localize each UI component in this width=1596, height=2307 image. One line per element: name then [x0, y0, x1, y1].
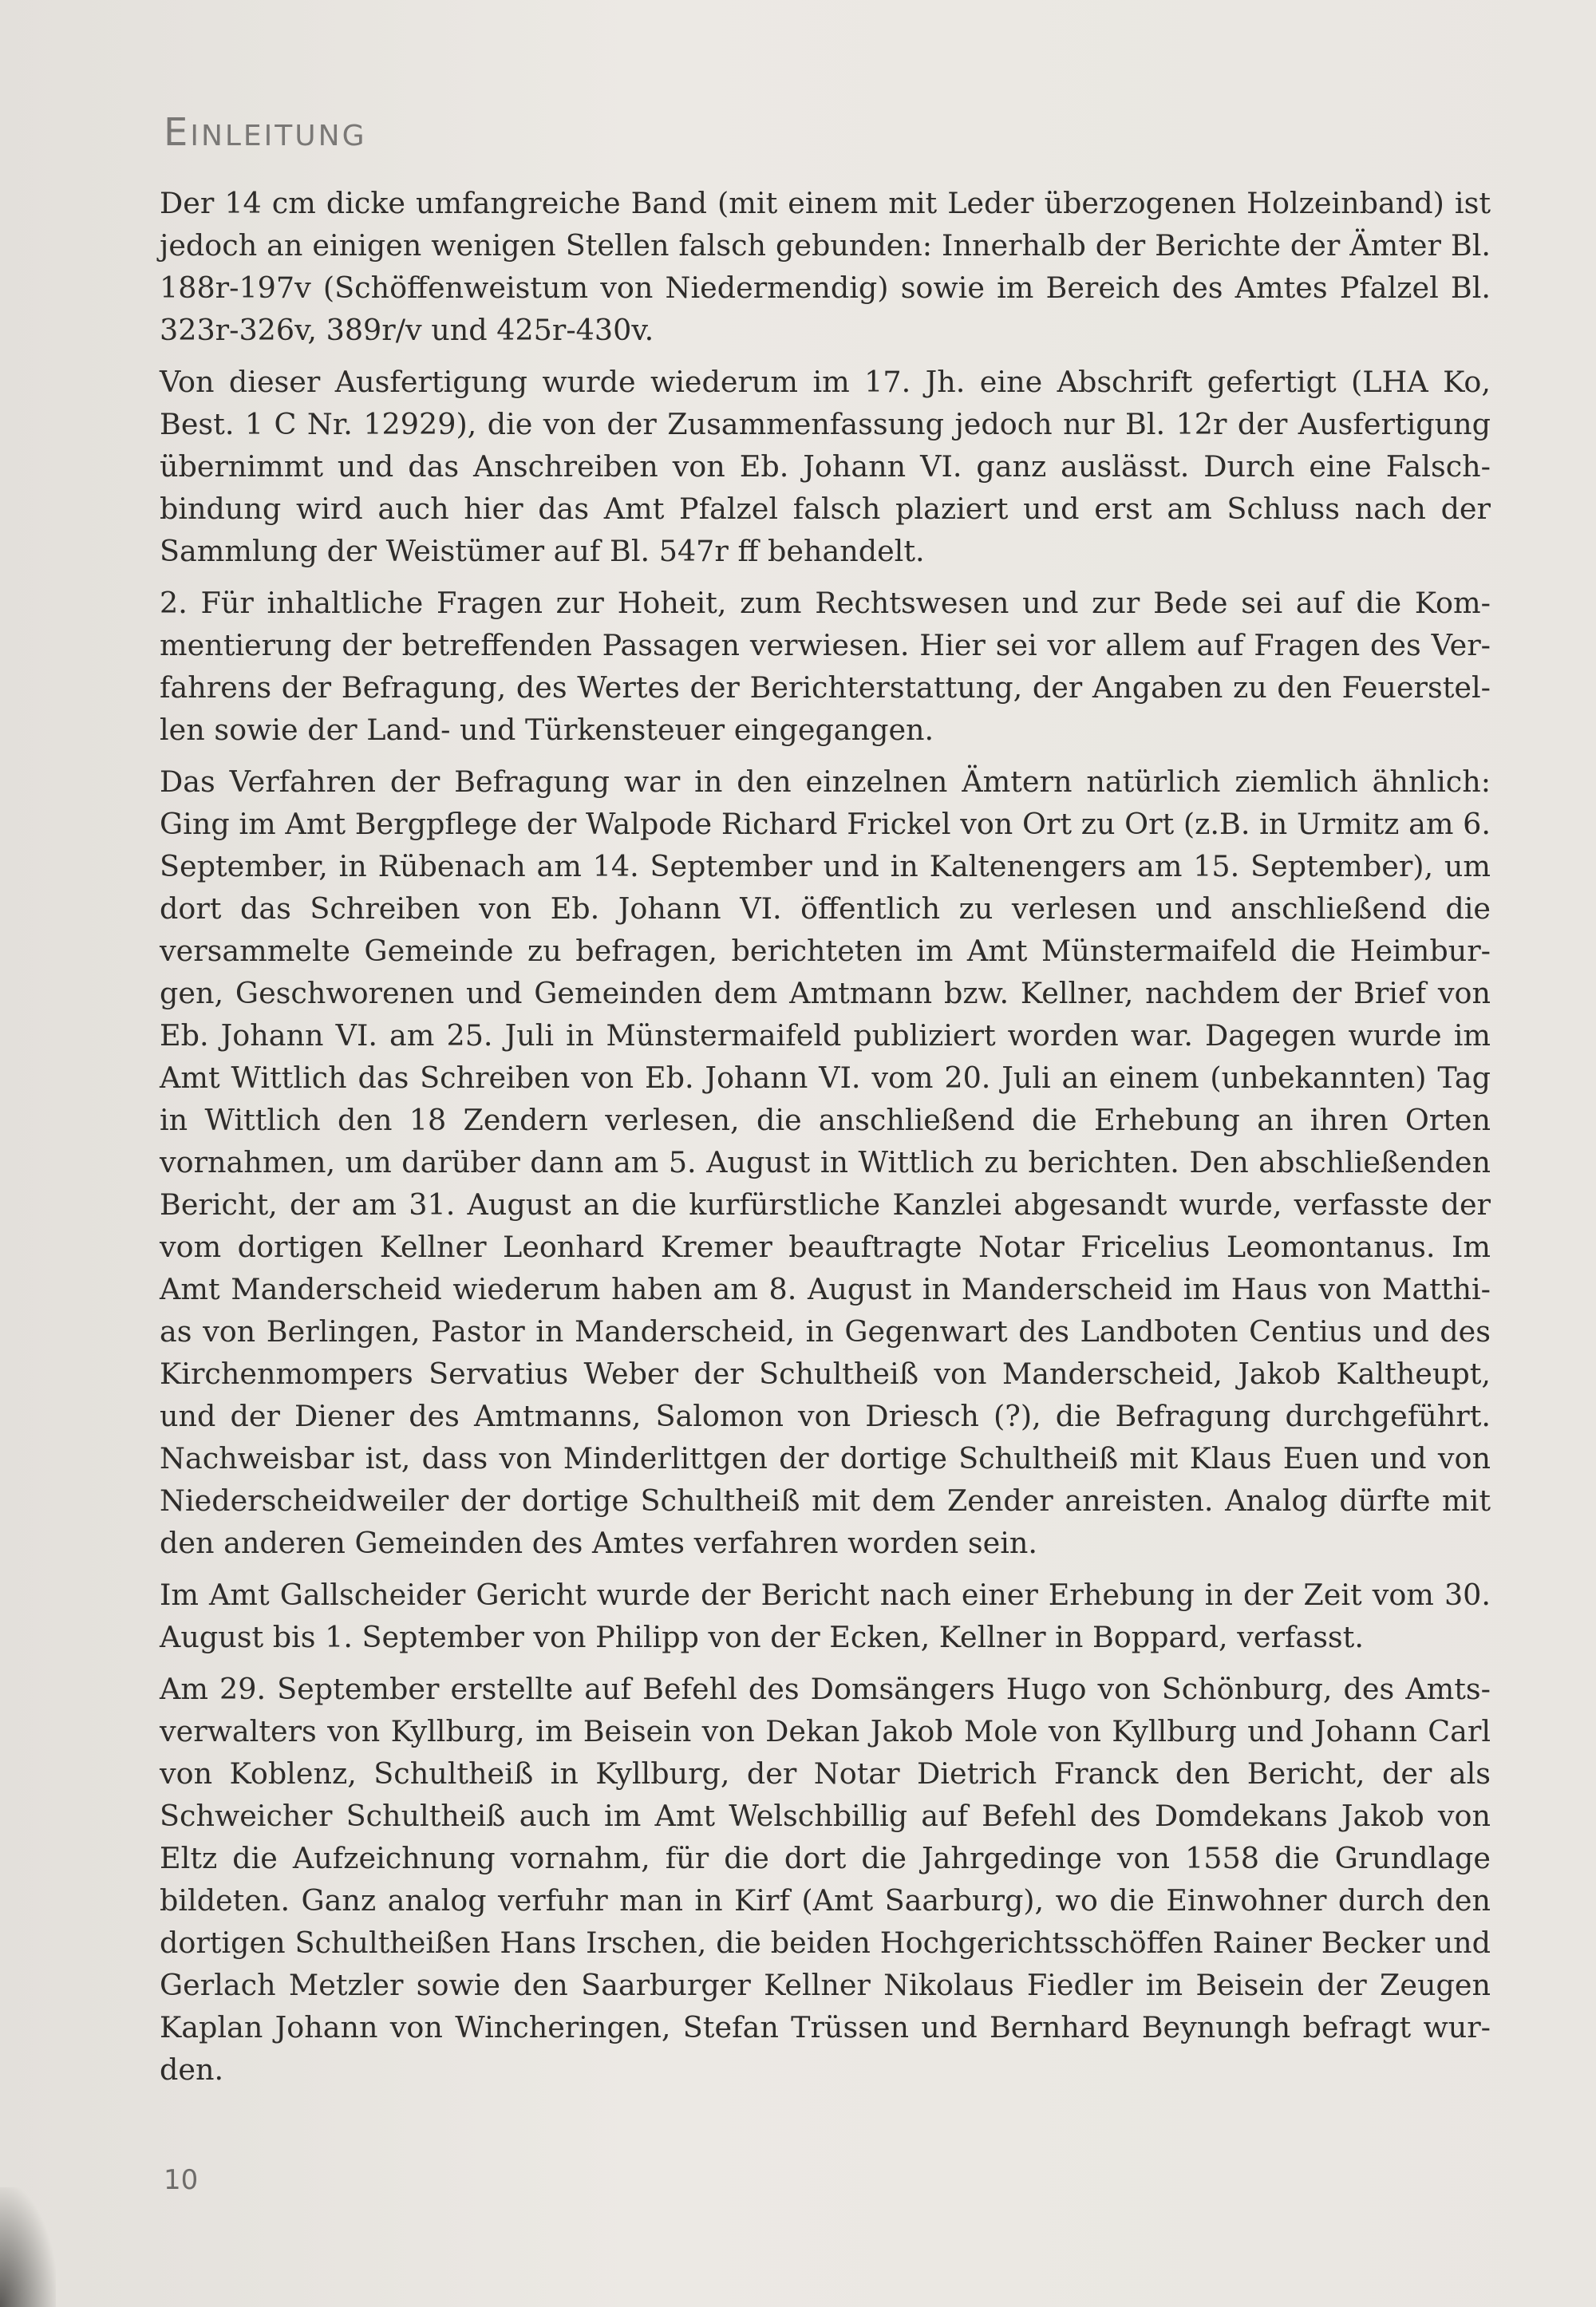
paragraph-6: Am 29. September erstellte auf Befehl des Domsängers Hugo von Schönburg, des Amtsverwalters von Kyllburg, im Beisein von Dekan Jakob Mole von Kyllburg und Johann Carl von Koblenz, Schultheiß in Kyllburg, der Notar Dietrich Franck den Bericht, der als Schweicher Schultheiß auch im Amt Welschbillig auf Befehl des Domdekans Jakob von Eltz die Aufzeichnung vornahm, für die dort die Jahrgedinge von 1558 die Grundlage bildeten. Ganz analog verfuhr man in Kirf (Amt Saarburg), wo die Einwohner durch den dortigen Schultheißen Hans Irschen, die beiden Hochgerichtsschöffen Rainer Becker und Gerlach Metzler sowie den Saarburger Kellner Nikolaus Fiedler im Beisein der Zeugen Kaplan Johann von Wincheringen, Stefan Trüssen und Bernhard Beynungh befragt wurden. — [160, 1672, 1491, 2087]
paragraph-5: Im Amt Gallscheider Gericht wurde der Bericht nach einer Erhebung in der Zeit vom 30. August bis 1. September von Philipp von der Ecken, Kellner in Boppard, verfasst. — [160, 1578, 1491, 1654]
paragraph-2: Von dieser Ausfertigung wurde wiederum im 17. Jh. eine Abschrift gefertigt (LHA Ko, Best. 1 C Nr. 12929), die von der Zusammenfassung jedoch nur Bl. 12r der Ausfertigung übernimmt und das Anschreiben von Eb. Johann VI. ganz auslässt. Durch eine Falschbindung wird auch hier das Amt Pfalzel falsch plaziert und erst am Schluss nach der Sammlung der Weistümer auf Bl. 547r ff behandelt. — [160, 365, 1491, 568]
heading-initial: E — [164, 110, 191, 155]
paragraph-1: Der 14 cm dicke umfangreiche Band (mit einem mit Leder überzogenen Holzeinband) ist jedoch an einigen wenigen Stellen falsch gebunden: Innerhalb der Berichte der Ämter Bl. 188r-197v (Schöffenweistum von Niedermendig) sowie im Bereich des Amtes Pfalzel Bl. 323r-326v, 389r/v und 425r-430v. — [160, 186, 1491, 347]
paragraph-4: Das Verfahren der Befragung war in den einzelnen Ämtern natürlich ziemlich ähnlich: Ging im Amt Bergpflege der Walpode Richard Frickel von Ort zu Ort (z.B. in Urmitz am 6. September, in Rübenach am 14. September und in Kaltenengers am 15. September), um dort das Schreiben von Eb. Johann VI. öffentlich zu verlesen und anschließend die versammelte Gemeinde zu befragen, berichteten im Amt Münstermaifeld die Heimburgen, Geschworenen und Gemeinden dem Amtmann bzw. Kellner, nachdem der Brief von Eb. Johann VI. am 25. Juli in Münstermaifeld publiziert worden war. Dagegen wurde im Amt Wittlich das Schreiben von Eb. Johann VI. vom 20. Juli an einem (unbekannten) Tag in Wittlich den 18 Zendern verlesen, die anschließend die Erhebung an ihren Orten vornahmen, um darüber dann am 5. August in Wittlich zu berichten. Den abschließenden Bericht, der am 31. August an die kurfürstliche Kanzlei abgesandt wurde, verfasste der vom dortigen Kellner Leonhard Kremer beauftragte Notar Fricelius Leomontanus. Im Amt Manderscheid wiederum haben am 8. August in Manderscheid im Haus von Matthias von Berlingen, Pastor in Manderscheid, in Gegenwart des Landboten Centius und des Kirchenmompers Servatius Weber der Schultheiß von Manderscheid, Jakob Kaltheupt, und der Diener des Amtmanns, Salomon von Driesch (?), die Befragung durchgeführt. Nachweisbar ist, dass von Minderlittgen der dortige Schultheiß mit Klaus Euen und von Niederscheidweiler der dortige Schultheiß mit dem Zender anreisten. Analog dürfte mit den anderen Gemeinden des Amtes verfahren worden sein. — [160, 764, 1491, 1560]
page-number: 10 — [164, 2164, 199, 2196]
heading-rest: INLEITUNG — [190, 120, 367, 152]
paragraph-3: 2. Für inhaltliche Fragen zur Hoheit, zum Rechtswesen und zur Bede sei auf die Kommentierung der betreffenden Passagen verwiesen. Hier sei vor allem auf Fragen des Verfahrens der Befragung, des Wertes der Berichterstattung, der Angaben zu den Feuerstellen sowie der Land- und Türkensteuer eingegangen. — [160, 586, 1491, 747]
page-curl-shadow — [0, 2187, 56, 2307]
section-heading — [164, 110, 366, 155]
body-text — [160, 182, 1491, 2100]
